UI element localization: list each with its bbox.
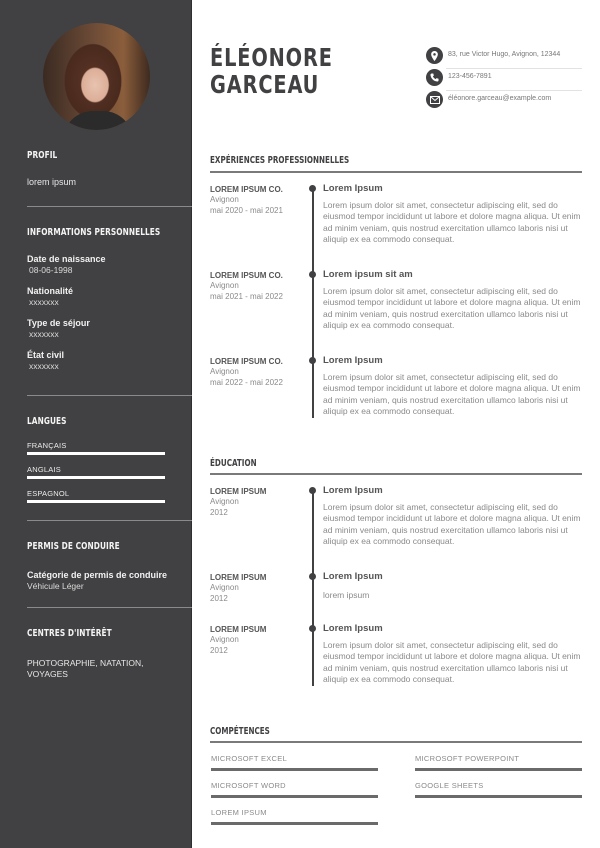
experience-entry xyxy=(210,183,582,244)
skill-item xyxy=(415,781,582,798)
info-label: État civil xyxy=(27,350,65,360)
skill-item xyxy=(415,754,582,771)
candidate-name xyxy=(210,44,333,98)
language-label: ANGLAIS xyxy=(27,465,61,474)
timeline-dot xyxy=(309,185,316,192)
contact-address xyxy=(426,47,582,66)
section-title: PERMIS DE CONDUIRE xyxy=(27,541,120,552)
language-item xyxy=(27,441,172,455)
entry-organization: LOREM IPSUM xyxy=(210,573,267,582)
info-value: 08-06-1998 xyxy=(29,265,73,275)
phone-text[interactable]: 123-456-7891 xyxy=(448,73,492,80)
info-item-residence-type xyxy=(27,318,172,339)
skill-level-bar xyxy=(415,795,582,798)
experience-title: EXPÉRIENCES PROFESSIONNELLES xyxy=(210,155,350,166)
contact-email xyxy=(426,91,582,110)
license-label: Catégorie de permis de conduire xyxy=(27,570,168,580)
entry-role: Lorem Ipsum xyxy=(323,355,383,366)
skill-level-bar xyxy=(211,795,378,798)
section-title: CENTRES D'INTÉRÊT xyxy=(27,628,112,639)
info-value: xxxxxxx xyxy=(29,329,59,339)
timeline-dot xyxy=(309,271,316,278)
education-entry xyxy=(210,623,582,684)
profile-photo xyxy=(43,23,150,130)
license-value: Véhicule Léger xyxy=(27,581,84,591)
entry-date: mai 2021 - mai 2022 xyxy=(210,292,283,301)
entry-role: Lorem Ipsum xyxy=(323,623,383,634)
timeline-dot xyxy=(309,625,316,632)
interests-line: PHOTOGRAPHIE, NATATION, xyxy=(27,658,144,668)
skill-item xyxy=(211,808,378,825)
divider xyxy=(27,607,192,608)
info-item-birthdate xyxy=(27,254,172,275)
skill-label: LOREM IPSUM xyxy=(211,808,267,817)
language-item xyxy=(27,465,172,479)
phone-icon xyxy=(426,69,443,86)
interests-line: VOYAGES xyxy=(27,669,68,679)
info-label: Type de séjour xyxy=(27,318,90,328)
entry-role: Lorem ipsum sit am xyxy=(323,269,413,280)
education-entry xyxy=(210,573,582,604)
section-rule xyxy=(210,473,582,475)
section-rule xyxy=(210,171,582,173)
skill-label: MICROSOFT WORD xyxy=(211,781,286,790)
license-section xyxy=(27,541,172,591)
entry-organization: LOREM IPSUM CO. xyxy=(210,357,283,366)
entry-date: 2012 xyxy=(210,646,228,655)
entry-description: lorem ipsum xyxy=(323,590,370,600)
language-level-bar xyxy=(27,452,165,455)
skill-level-bar xyxy=(211,822,378,825)
timeline-dot xyxy=(309,357,316,364)
experience-entry xyxy=(210,355,582,416)
email-link[interactable]: éléonore.garceau@example.com xyxy=(448,95,552,102)
divider xyxy=(27,395,192,396)
experience-entry xyxy=(210,269,582,330)
skill-label: GOOGLE SHEETS xyxy=(415,781,484,790)
language-level-bar xyxy=(27,476,165,479)
entry-role: Lorem Ipsum xyxy=(323,485,383,496)
entry-date: mai 2022 - mai 2022 xyxy=(210,378,283,387)
info-item-nationality xyxy=(27,286,172,307)
personal-info-section xyxy=(27,227,172,371)
contact-phone xyxy=(426,69,582,88)
entry-organization: LOREM IPSUM xyxy=(210,487,267,496)
entry-date: 2012 xyxy=(210,508,228,517)
entry-location: Avignon xyxy=(210,367,239,376)
info-value: xxxxxxx xyxy=(29,297,59,307)
entry-location: Avignon xyxy=(210,281,239,290)
entry-role: Lorem Ipsum xyxy=(323,571,383,582)
info-item-civil-status xyxy=(27,350,172,371)
skills-title: COMPÉTENCES xyxy=(210,726,270,737)
entry-organization: LOREM IPSUM CO. xyxy=(210,185,283,194)
profile-text: lorem ipsum xyxy=(27,177,77,187)
languages-section xyxy=(27,416,172,503)
section-rule xyxy=(210,741,582,743)
entry-date: mai 2020 - mai 2021 xyxy=(210,206,283,215)
address-text: 83, rue Victor Hugo, Avignon, 12344 xyxy=(448,51,561,58)
skill-item xyxy=(211,754,378,771)
education-entry xyxy=(210,485,582,546)
interests-section xyxy=(27,628,172,680)
profile-section xyxy=(27,150,172,187)
entry-description: Lorem ipsum dolor sit amet, consectetur adipiscing elit, sed do eiusmod tempor incididunt ut labore et dolore magna aliqua. Ut enim ad minim veniam, quis nostrud exercitation ullamco laboris nisi ut aliquip ex ea commodo consequat. xyxy=(323,200,581,244)
interests-text xyxy=(27,658,172,680)
entry-description: Lorem ipsum dolor sit amet, consectetur adipiscing elit, sed do eiusmod tempor incididunt ut labore et dolore magna aliqua. Ut enim ad minim veniam, quis nostrud exercitation ullamco laboris nisi ut aliquip ex ea commodo consequat. xyxy=(323,640,581,684)
language-level-bar xyxy=(27,500,165,503)
skill-label: MICROSOFT POWERPOINT xyxy=(415,754,520,763)
timeline-dot xyxy=(309,487,316,494)
info-label: Date de naissance xyxy=(27,254,106,264)
entry-description: Lorem ipsum dolor sit amet, consectetur adipiscing elit, sed do eiusmod tempor incididunt ut labore et dolore magna aliqua. Ut enim ad minim veniam, quis nostrud exercitation ullamco laboris nisi ut aliquip ex ea commodo consequat. xyxy=(323,286,581,330)
skill-item xyxy=(211,781,378,798)
first-name: ÉLÉONORE xyxy=(210,43,333,72)
entry-description: Lorem ipsum dolor sit amet, consectetur adipiscing elit, sed do eiusmod tempor incididunt ut labore et dolore magna aliqua. Ut enim ad minim veniam, quis nostrud exercitation ullamco laboris nisi ut aliquip ex ea commodo consequat. xyxy=(323,372,581,416)
entry-location: Avignon xyxy=(210,583,239,592)
section-title: PROFIL xyxy=(27,150,58,161)
timeline-dot xyxy=(309,573,316,580)
section-title: LANGUES xyxy=(27,416,67,427)
entry-location: Avignon xyxy=(210,497,239,506)
skill-level-bar xyxy=(415,768,582,771)
entry-date: 2012 xyxy=(210,594,228,603)
location-pin-icon xyxy=(426,47,443,64)
language-item xyxy=(27,489,172,503)
entry-organization: LOREM IPSUM CO. xyxy=(210,271,283,280)
language-label: ESPAGNOL xyxy=(27,489,70,498)
entry-location: Avignon xyxy=(210,195,239,204)
section-title: INFORMATIONS PERSONNELLES xyxy=(27,227,161,238)
sidebar xyxy=(0,0,192,848)
last-name: GARCEAU xyxy=(210,70,320,99)
language-label: FRANÇAIS xyxy=(27,441,67,450)
entry-role: Lorem Ipsum xyxy=(323,183,383,194)
skill-label: MICROSOFT EXCEL xyxy=(211,754,288,763)
education-title: ÉDUCATION xyxy=(210,458,257,469)
skill-level-bar xyxy=(211,768,378,771)
info-label: Nationalité xyxy=(27,286,74,296)
envelope-icon xyxy=(426,91,443,108)
entry-location: Avignon xyxy=(210,635,239,644)
divider xyxy=(27,520,192,521)
info-value: xxxxxxx xyxy=(29,361,59,371)
entry-description: Lorem ipsum dolor sit amet, consectetur adipiscing elit, sed do eiusmod tempor incididunt ut labore et dolore magna aliqua. Ut enim ad minim veniam, quis nostrud exercitation ullamco laboris nisi ut aliquip ex ea commodo consequat. xyxy=(323,502,581,546)
entry-organization: LOREM IPSUM xyxy=(210,625,267,634)
divider xyxy=(27,206,192,207)
